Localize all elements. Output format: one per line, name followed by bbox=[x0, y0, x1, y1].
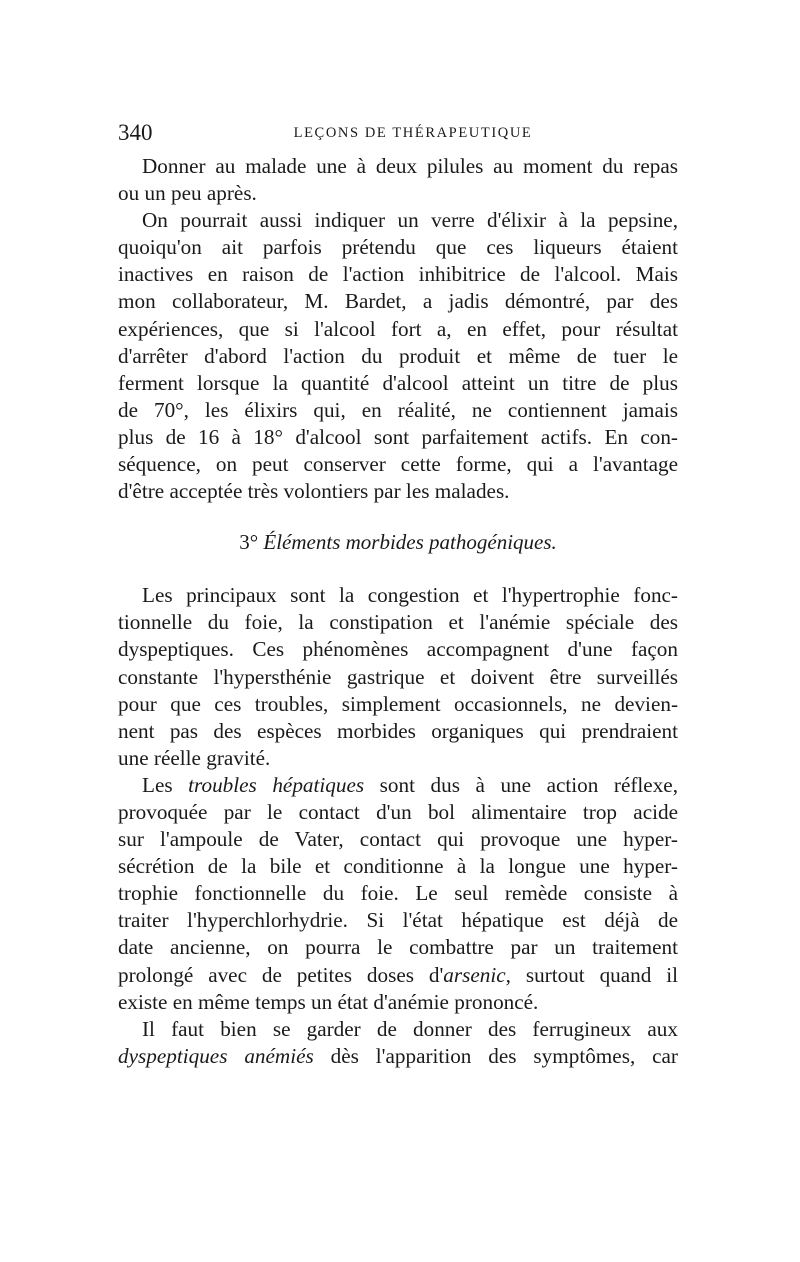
text-run: sont dus à une action réflexe, bbox=[364, 772, 678, 797]
text-line: plus de 16 à 18° d'alcool sont parfaitement actifs. En con- bbox=[118, 424, 678, 449]
page-header bbox=[118, 118, 678, 148]
text-line: On pourrait aussi indiquer un verre d'élixir à la pepsine, bbox=[142, 208, 678, 233]
text-line: pour que ces troubles, simplement occasionnels, ne devien- bbox=[118, 691, 678, 716]
text-line: Il faut bien se garder de donner des ferrugineux aux bbox=[142, 1016, 678, 1041]
text-line: d'être acceptée très volontiers par les malades. bbox=[118, 479, 510, 504]
text-line: tionnelle du foie, la constipation et l'anémie spéciale des bbox=[118, 610, 678, 635]
text-run: dès l'apparition des symptômes, car bbox=[313, 1043, 678, 1068]
paragraph bbox=[118, 153, 678, 207]
text-line: expériences, que si l'alcool fort a, en effet, pour résultat bbox=[118, 316, 678, 341]
text-line: trophie fonctionnelle du foie. Le seul remède consiste à bbox=[118, 881, 678, 906]
running-title: LEÇONS DE THÉRAPEUTIQUE bbox=[293, 125, 533, 141]
text-line: ou un peu après. bbox=[118, 181, 257, 206]
text-line: nent pas des espèces morbides organiques qui prendraient bbox=[118, 718, 678, 743]
text-line: date ancienne, on pourra le combattre par un traitement bbox=[118, 935, 678, 960]
text-line: provoquée par le contact d'un bol alimentaire trop acide bbox=[118, 799, 678, 824]
section-title: Éléments morbides pathogéniques. bbox=[263, 530, 557, 555]
section-number: 3° bbox=[239, 530, 259, 555]
section-heading bbox=[118, 529, 678, 556]
italic-run: dyspeptiques anémiés bbox=[118, 1043, 314, 1068]
text-line: Les principaux sont la congestion et l'hypertrophie fonc- bbox=[142, 583, 678, 608]
text-run: Les bbox=[142, 772, 189, 797]
text-line: mon collaborateur, M. Bardet, a jadis démontré, par des bbox=[118, 289, 678, 314]
page-number: 340 bbox=[118, 120, 153, 145]
body-text bbox=[118, 153, 678, 1070]
paragraph bbox=[118, 207, 678, 505]
paragraph bbox=[118, 772, 678, 1016]
text-line: d'arrêter d'abord l'action du produit et même de tuer le bbox=[118, 343, 678, 368]
text-line: séquence, on peut conserver cette forme, qui a l'avantage bbox=[118, 452, 678, 477]
text-line: constante l'hypersthénie gastrique et doivent être surveillés bbox=[118, 664, 678, 689]
text-line bbox=[118, 962, 678, 989]
text-line: inactives en raison de l'action inhibitrice de l'alcool. Mais bbox=[118, 262, 678, 287]
text-line: quoiqu'on ait parfois prétendu que ces liqueurs étaient bbox=[118, 235, 678, 260]
paragraph bbox=[118, 582, 678, 772]
text-line bbox=[118, 772, 678, 799]
text-run: , surtout quand il bbox=[505, 962, 678, 987]
text-line: ferment lorsque la quantité d'alcool atteint un titre de plus bbox=[118, 370, 678, 395]
paragraph bbox=[118, 1016, 678, 1070]
text-line: traiter l'hyperchlorhydrie. Si l'état hépatique est déjà de bbox=[118, 908, 678, 933]
text-line: de 70°, les élixirs qui, en réalité, ne contiennent jamais bbox=[118, 397, 678, 422]
text-line: sur l'ampoule de Vater, contact qui provoque une hyper- bbox=[118, 827, 678, 852]
italic-run: arsenic bbox=[443, 962, 506, 987]
text-line: Donner au malade une à deux pilules au moment du repas bbox=[142, 154, 678, 178]
italic-run: troubles hépatiques bbox=[188, 772, 365, 797]
text-run: prolongé avec de petites doses d' bbox=[118, 962, 444, 987]
text-line bbox=[118, 1043, 678, 1070]
text-line: dyspeptiques. Ces phénomènes accompagnent d'une façon bbox=[118, 637, 678, 662]
text-line: une réelle gravité. bbox=[118, 745, 271, 770]
text-line: existe en même temps un état d'anémie prononcé. bbox=[118, 989, 539, 1014]
text-line: sécrétion de la bile et conditionne à la longue une hyper- bbox=[118, 854, 678, 879]
